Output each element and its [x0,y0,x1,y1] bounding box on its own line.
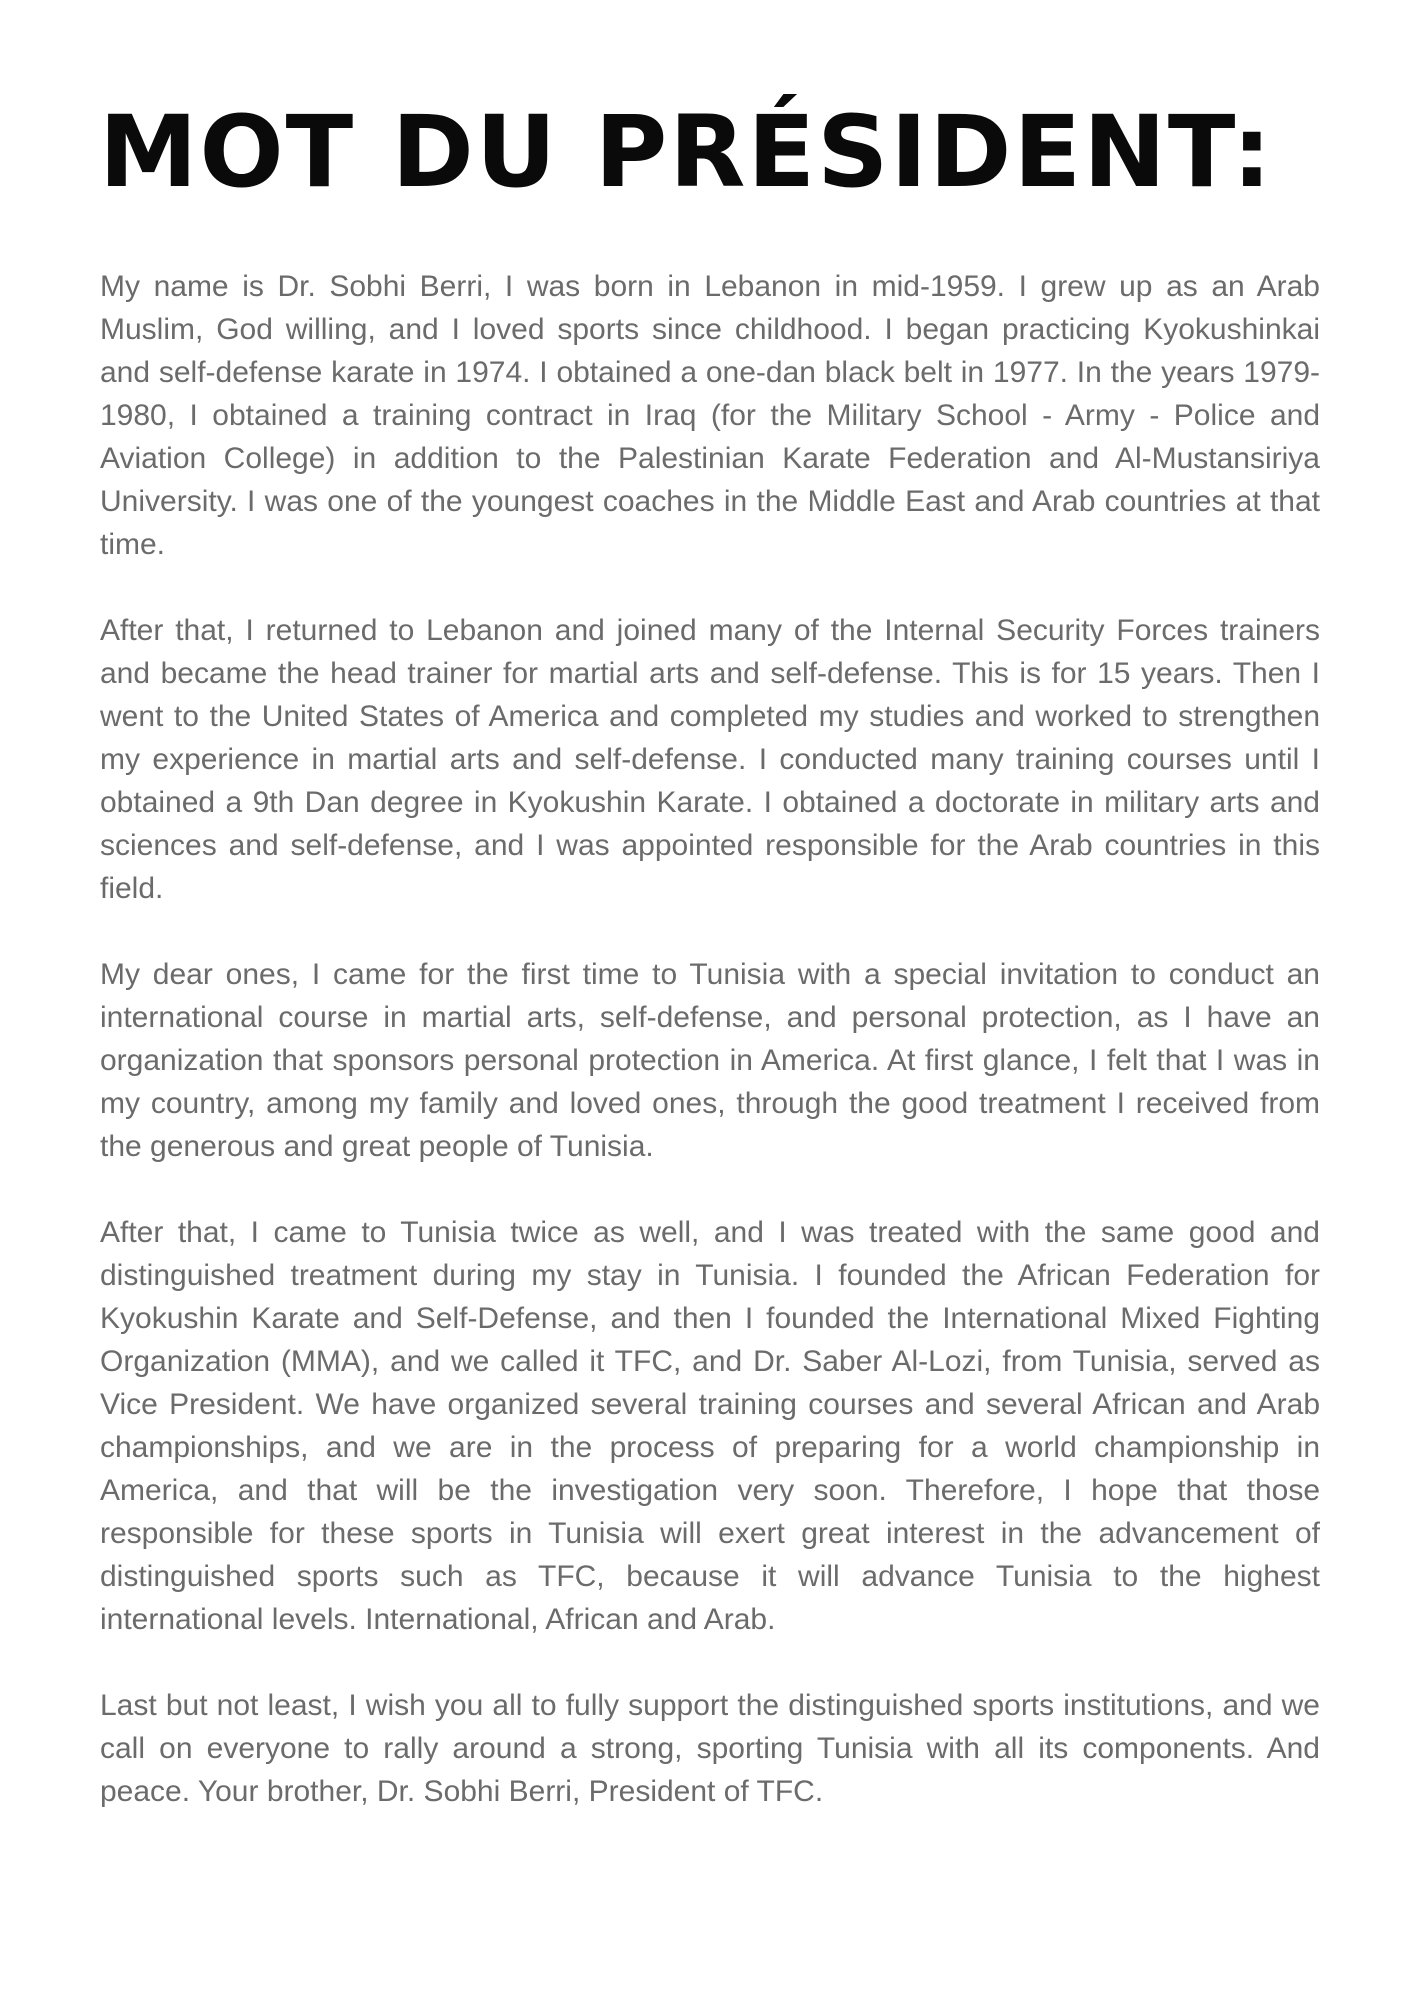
paragraph-3: My dear ones, I came for the first time to Tunisia with a special invitation to conduct an international course in martial arts, self-defense, and personal protection, as I have an organization that sponsors personal protection in America. At first glance, I felt that I was in my country, among my family and loved ones, through the good treatment I received from the generous and great people of Tunisia. [100,958,1320,1163]
paragraph-5: Last but not least, I wish you all to fully support the distinguished sports institutions, and we call on everyone to rally around a strong, sporting Tunisia with all its components. And peace. Your brother, Dr. Sobhi Berri, President of TFC. [100,1689,1320,1808]
letter-body [100,265,1320,1813]
paragraph-4: After that, I came to Tunisia twice as well, and I was treated with the same good and distinguished treatment during my stay in Tunisia. I founded the African Federation for Kyokushin Karate and Self-Defense, and then I founded the International Mixed Fighting Organization (MMA), and we called it TFC, and Dr. Saber Al-Lozi, from Tunisia, served as Vice President. We have organized several training courses and several African and Arab championships, and we are in the process of preparing for a world championship in America, and that will be the investigation very soon. Therefore, I hope that those responsible for these sports in Tunisia will exert great interest in the advancement of distinguished sports such as TFC, because it will advance Tunisia to the highest international levels. International, African and Arab. [100,1216,1320,1636]
paragraph-2: After that, I returned to Lebanon and joined many of the Internal Security Forces trainers and became the head trainer for martial arts and self-defense. This is for 15 years. Then I went to the United States of America and completed my studies and worked to strengthen my experience in martial arts and self-defense. I conducted many training courses until I obtained a 9th Dan degree in Kyokushin Karate. I obtained a doctorate in military arts and sciences and self-defense, and I was appointed responsible for the Arab countries in this field. [100,614,1320,905]
paragraph-1: My name is Dr. Sobhi Berri, I was born in Lebanon in mid-1959. I grew up as an Arab Muslim, God willing, and I loved sports since childhood. I began practicing Kyokushinkai and self-defense karate in 1974. I obtained a one-dan black belt in 1977. In the years 1979-1980, I obtained a training contract in Iraq (for the Military School - Army - Police and Aviation College) in addition to the Palestinian Karate Federation and Al-Mustansiriya University. I was one of the youngest coaches in the Middle East and Arab countries at that time. [100,270,1320,561]
page-title: MOT DU PRÉSIDENT: [99,95,1274,210]
